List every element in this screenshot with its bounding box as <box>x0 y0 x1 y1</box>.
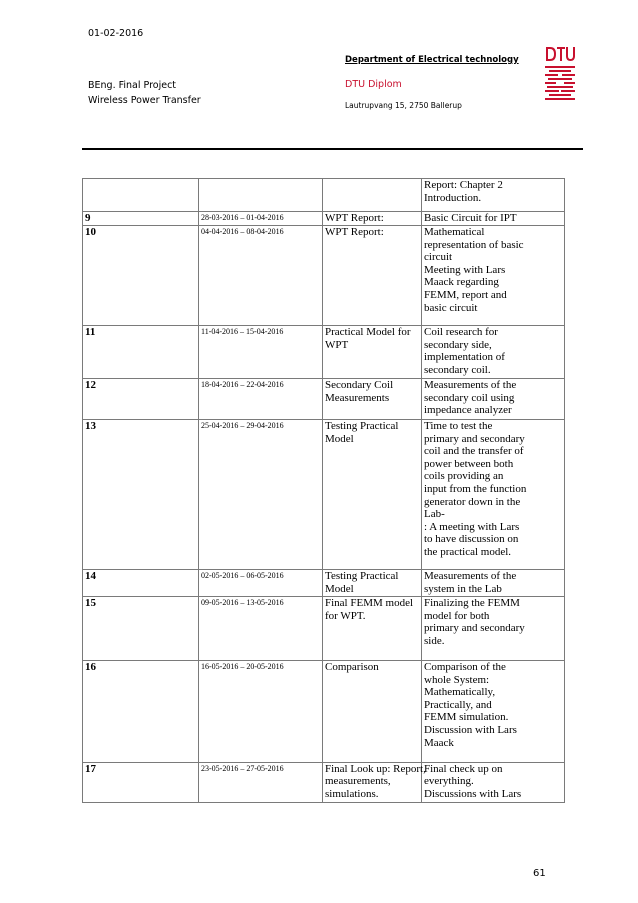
date-cell: 18-04-2016 – 22-04-2016 <box>199 379 323 420</box>
description-cell <box>422 179 565 212</box>
description-cell-line: side. <box>424 634 445 647</box>
description-cell-line: primary and secondary <box>424 432 525 445</box>
table-row <box>83 762 565 802</box>
description-cell-line: Meeting with Lars <box>424 263 506 276</box>
table-row <box>83 379 565 420</box>
description-cell-line: Practically, and <box>424 698 492 711</box>
table-row <box>83 179 565 212</box>
week-cell: 16 <box>83 660 199 762</box>
task-cell-line: for WPT. <box>325 609 366 622</box>
table-row <box>83 226 565 326</box>
page-number: 61 <box>533 868 546 879</box>
header-department: Department of Electrical technology <box>345 55 519 65</box>
description-cell-line: coil and the transfer of <box>424 445 524 458</box>
description-cell-line: secondary side, <box>424 338 492 351</box>
task-cell-line: Final Look up: Report, <box>325 762 426 775</box>
date-cell: 04-04-2016 – 08-04-2016 <box>199 226 323 326</box>
description-cell-line <box>424 647 562 660</box>
task-cell <box>323 212 422 226</box>
task-cell-line: Measurements <box>325 391 390 404</box>
description-cell-line: Lab- <box>424 508 445 521</box>
description-cell-line: the practical model. <box>424 545 512 558</box>
date-cell <box>199 179 323 212</box>
task-cell <box>323 179 422 212</box>
date-cell: 28-03-2016 – 01-04-2016 <box>199 212 323 226</box>
description-cell-line: everything. <box>424 775 474 788</box>
description-cell-line: impedance analyzer <box>424 404 512 417</box>
description-cell-line: Report: Chapter 2 <box>424 179 503 191</box>
date-cell: 09-05-2016 – 13-05-2016 <box>199 597 323 661</box>
description-cell-line: representation of basic <box>424 238 524 251</box>
description-cell-line: generator down in the <box>424 495 521 508</box>
task-cell-line: Comparison <box>325 660 379 673</box>
task-cell-line: Model <box>325 432 354 445</box>
week-cell: 10 <box>83 226 199 326</box>
task-cell <box>323 226 422 326</box>
description-cell <box>422 420 565 570</box>
task-cell-line: Practical Model for <box>325 326 411 338</box>
date-cell: 23-05-2016 – 27-05-2016 <box>199 762 323 802</box>
header-divider <box>82 148 583 150</box>
date-cell: 25-04-2016 – 29-04-2016 <box>199 420 323 570</box>
description-cell-line: Measurements of the <box>424 570 517 582</box>
task-cell-line: Testing Practical <box>325 420 399 432</box>
project-schedule-table <box>82 178 565 803</box>
task-cell-line: Secondary Coil <box>325 379 394 391</box>
table-row <box>83 597 565 661</box>
description-cell-line: secondary coil using <box>424 391 515 404</box>
task-cell-line: Final FEMM model <box>325 597 414 609</box>
description-cell-line: basic circuit <box>424 301 478 314</box>
description-cell-line: circuit <box>424 251 453 264</box>
description-cell-line: model for both <box>424 609 490 622</box>
description-cell-line: secondary coil. <box>424 363 491 376</box>
description-cell-line: input from the function <box>424 482 527 495</box>
task-cell <box>323 597 422 661</box>
task-cell <box>323 660 422 762</box>
description-cell-line: power between both <box>424 457 514 470</box>
date-cell: 02-05-2016 – 06-05-2016 <box>199 570 323 597</box>
description-cell-line: to have discussion on <box>424 533 519 546</box>
header-date: 01-02-2016 <box>88 28 144 39</box>
task-cell <box>323 326 422 379</box>
description-cell-line: Finalizing the FEMM <box>424 597 520 609</box>
description-cell <box>422 226 565 326</box>
description-cell-line: whole System: <box>424 673 490 686</box>
table-row <box>83 212 565 226</box>
description-cell-line: Mathematically, <box>424 686 496 699</box>
description-cell-line: : A meeting with Lars <box>424 520 520 533</box>
description-cell <box>422 597 565 661</box>
task-cell-line: WPT <box>325 338 349 351</box>
table-row <box>83 660 565 762</box>
table-row <box>83 326 565 379</box>
description-cell <box>422 660 565 762</box>
description-cell-line: Measurements of the <box>424 379 517 391</box>
week-cell: 15 <box>83 597 199 661</box>
task-cell <box>323 379 422 420</box>
date-cell: 11-04-2016 – 15-04-2016 <box>199 326 323 379</box>
description-cell-line: coils providing an <box>424 470 504 483</box>
task-cell-line: measurements, <box>325 775 391 788</box>
schedule-body <box>83 179 565 803</box>
description-cell-line <box>424 749 562 762</box>
date-cell: 16-05-2016 – 20-05-2016 <box>199 660 323 762</box>
week-cell: 12 <box>83 379 199 420</box>
task-cell-line: Model <box>325 582 354 595</box>
task-cell-line: Testing Practical <box>325 570 399 582</box>
header-address: Lautrupvang 15, 2750 Ballerup <box>345 101 462 110</box>
table-row <box>83 420 565 570</box>
task-cell-line: WPT Report: <box>325 226 384 238</box>
task-cell-line: WPT Report: <box>325 212 384 224</box>
description-cell-line: Comparison of the <box>424 660 506 673</box>
description-cell-line: FEMM simulation. <box>424 711 509 724</box>
week-cell: 17 <box>83 762 199 802</box>
task-cell <box>323 762 426 802</box>
table-row <box>83 570 565 597</box>
header-course: BEng. Final Project <box>88 80 177 91</box>
task-cell <box>323 420 422 570</box>
description-cell-line: system in the Lab <box>424 582 502 595</box>
header-project: Wireless Power Transfer <box>88 95 201 106</box>
description-cell <box>422 570 565 597</box>
description-cell-line: Basic Circuit for IPT <box>424 212 517 224</box>
description-cell-line: primary and secondary <box>424 622 525 635</box>
task-cell <box>323 570 422 597</box>
description-cell-line: Final check up on <box>424 762 503 775</box>
description-cell-line: Discussion with Lars <box>424 723 517 736</box>
description-cell-line: FEMM, report and <box>424 288 507 301</box>
description-cell <box>422 379 565 420</box>
dtu-logo-icon <box>545 46 575 104</box>
description-cell-line: Discussions with Lars <box>424 787 522 800</box>
description-cell-line: Maack <box>424 736 454 749</box>
description-cell-line: Mathematical <box>424 226 485 238</box>
description-cell-line: Time to test the <box>424 420 493 432</box>
description-cell-line: Introduction. <box>424 191 482 204</box>
description-cell <box>422 212 565 226</box>
description-cell-line: implementation of <box>424 351 505 364</box>
week-cell: 11 <box>83 326 199 379</box>
week-cell <box>83 179 199 212</box>
week-cell: 9 <box>83 212 199 226</box>
task-cell-line: simulations. <box>325 787 379 800</box>
description-cell <box>422 326 565 379</box>
week-cell: 13 <box>83 420 199 570</box>
description-cell-line: Coil research for <box>424 326 498 338</box>
header-program: DTU Diplom <box>345 79 402 90</box>
description-cell-line: Maack regarding <box>424 276 499 289</box>
description-cell <box>422 762 565 802</box>
week-cell: 14 <box>83 570 199 597</box>
